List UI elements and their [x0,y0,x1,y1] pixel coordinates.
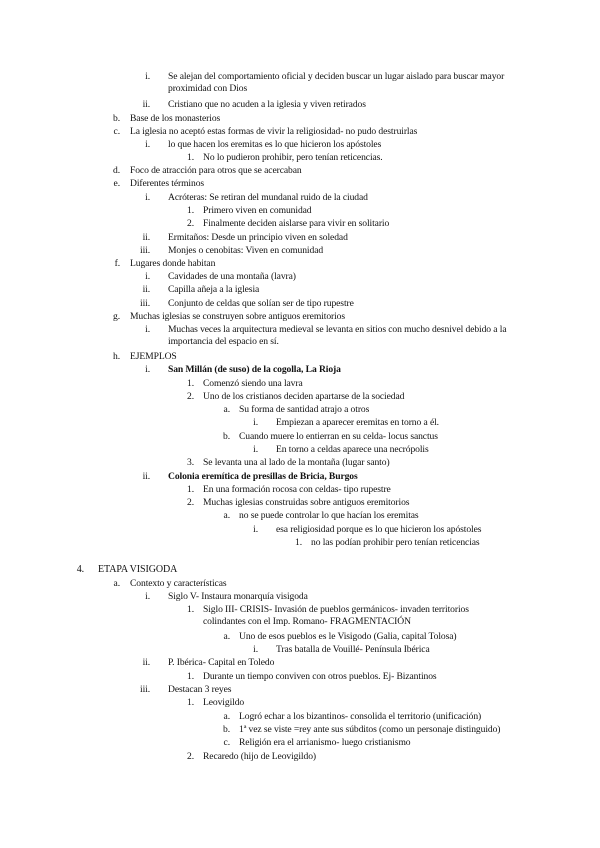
outline-text: Monjes o cenobitas: Viven en comunidad [168,245,324,256]
outline-text: 1ª vez se viste =rey ante sus súbditos (como un personaje distinguido) [239,724,501,735]
outline-text: Cuando muere lo entierran en su celda- locus sanctus [239,431,438,442]
outline-text: Capilla añeja a la iglesia [168,284,260,295]
outline-text: Se levanta una al lado de la montaña (lugar santo) [203,457,390,468]
outline-marker: ii. [142,284,150,295]
outline-marker: iii. [140,245,150,256]
outline-text: Ermitaños: Desde un principio viven en soledad [168,232,348,243]
outline-marker: a. [223,631,230,642]
outline-text: P. Ibérica- Capital en Toledo [168,657,275,668]
outline-text: Se alejan del comportamiento oficial y deciden buscar un lugar aislado para buscar mayor proximidad con Dios [168,71,505,94]
outline-text: Acróteras: Se retiran del mundanal ruido de la ciudad [168,192,368,203]
outline-marker: f. [114,258,120,269]
outline-marker: i. [145,591,150,602]
outline-marker: 1. [187,152,194,163]
outline-marker: d. [113,165,120,176]
outline-text: La iglesia no aceptó estas formas de vivir la religiosidad- no pudo destruirlas [130,126,418,137]
outline-marker: 1. [187,604,194,615]
outline-text: Diferentes términos [130,178,205,189]
outline-marker: 1. [187,378,194,389]
outline-text: lo que hacen los eremitas es lo que hicieron los apóstoles [168,139,382,150]
outline-marker: h. [113,351,120,362]
outline-text: En torno a celdas aparece una necrópolis [276,444,429,455]
outline-text: esa religiosidad porque es lo que hicieron los apóstoles [276,524,482,535]
outline-text: Cristiano que no acuden a la iglesia y viven retirados [168,99,366,110]
outline-marker: 2. [187,751,194,762]
outline-marker: ii. [142,657,150,668]
outline-text: Uno de esos pueblos es le Visigodo (Galia, capital Tolosa) [239,631,457,642]
outline-marker: i. [145,324,150,335]
outline-text: Base de los monasterios [130,113,221,124]
outline-marker: i. [145,139,150,150]
outline-text: Cavidades de una montaña (lavra) [168,271,296,282]
outline-text: Siglo III- CRISIS- Invasión de pueblos germánicos- invaden territorios colindantes con el Imp. Romano- FRAGMENTACIÓN [203,604,469,627]
outline-marker: a. [223,711,230,722]
outline-text: Recaredo (hijo de Leovigildo) [203,751,316,762]
outline-marker: 4. [76,564,84,575]
outline-marker: i. [253,417,258,428]
outline-text: Primero viven en comunidad [203,205,312,216]
outline-text: Tras batalla de Vouillé- Península Ibérica [276,644,430,655]
outline-marker: a. [113,578,120,589]
outline-text: no las podían prohibir pero tenían reticencias [311,537,480,548]
outline-text: Muchas veces la arquitectura medieval se levanta en sitios con mucho desnivel debido a la importancia del espacio en sí. [168,324,507,347]
outline-marker: 3. [187,457,194,468]
outline-text: ETAPA VISIGODA [98,564,178,575]
outline-text: En una formación rocosa con celdas- tipo rupestre [203,484,391,495]
outline-marker: i. [253,644,258,655]
outline-text: Logró echar a los bizantinos- consolida el territorio (unificación) [239,711,482,722]
outline-marker: b. [223,431,230,442]
outline-text: Conjunto de celdas que solían ser de tipo rupestre [168,298,354,309]
outline-marker: ii. [142,99,150,110]
outline-text: No lo pudieron prohibir, pero tenían reticencias. [203,152,383,163]
outline-text: Su forma de santidad atrajo a otros [239,404,370,415]
outline-marker: c. [223,737,230,748]
outline-text: Comenzó siendo una lavra [203,378,303,389]
outline-marker: i. [253,444,258,455]
outline-text: Muchas iglesias se construyen sobre antiguos eremitorios [130,311,346,322]
outline-marker: i. [253,524,258,535]
outline-marker: 2. [187,497,194,508]
outline-marker: 1. [187,205,194,216]
outline-text: no se puede controlar lo que hacían los eremitas [239,510,419,521]
outline-marker: g. [113,311,120,322]
outline-marker: i. [145,364,150,375]
outline-text: Muchas iglesias construidas sobre antiguos eremitorios [203,497,410,508]
outline-text: Religión era el arrianismo- luego cristianismo [239,737,411,748]
outline-marker: i. [145,192,150,203]
outline-marker: i. [145,71,150,82]
outline-text: EJEMPLOS [130,351,177,362]
outline-text: Uno de los cristianos deciden apartarse de la sociedad [203,391,405,402]
outline-marker: ii. [142,471,150,482]
outline-text: Lugares donde habitan [130,258,216,269]
outline-text: San Millán (de suso) de la cogolla, La Rioja [168,364,341,375]
outline-marker: b. [113,113,120,124]
outline-marker: iii. [140,684,150,695]
outline-marker: a. [223,510,230,521]
outline-marker: 2. [187,218,194,229]
outline-text: Contexto y características [130,578,227,589]
outline-marker: iii. [140,298,150,309]
outline-text: Siglo V- Instaura monarquía visigoda [168,591,308,602]
outline-text: Leovigildo [203,697,245,708]
outline-text: Destacan 3 reyes [168,684,232,695]
outline-marker: e. [113,178,120,189]
outline-marker: i. [145,271,150,282]
outline-text: Finalmente deciden aislarse para vivir en solitario [203,218,390,229]
outline-text: Durante un tiempo conviven con otros pueblos. Ej- Bizantinos [203,671,437,682]
outline-marker: 1. [187,484,194,495]
outline-marker: c. [113,126,120,137]
outline-marker: 1. [187,697,194,708]
outline-text: Colonia eremítica de presillas de Bricia, Burgos [168,471,358,482]
outline-marker: a. [223,404,230,415]
outline-text: Foco de atracción para otros que se acercaban [130,165,302,176]
outline-marker: ii. [142,232,150,243]
outline-marker: 1. [187,671,194,682]
outline-marker: 1. [295,537,302,548]
outline-text: Empiezan a aparecer eremitas en torno a él. [276,417,439,428]
outline-marker: 2. [187,391,194,402]
outline-marker: b. [223,724,230,735]
